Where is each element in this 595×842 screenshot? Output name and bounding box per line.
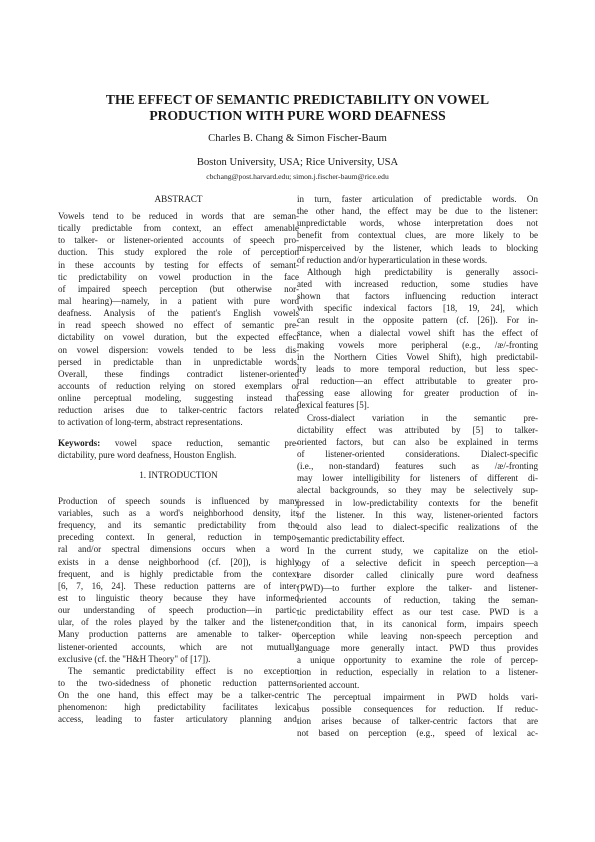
body-line: of the listener. In this way, listener-oriented factors <box>297 509 538 520</box>
body-line: a unique opportunity to examine the role of percep- <box>297 655 538 666</box>
body-line: oriented account. <box>297 679 360 690</box>
body-line: may lower intelligibility for listeners of different di- <box>297 473 538 484</box>
body-line: The semantic predictability effect is no exception <box>68 665 299 676</box>
abstract-line: tically predictable from context, an effect amenable <box>58 223 299 234</box>
body-line: access, leading to faster articulatory planning and, <box>58 714 299 725</box>
abstract-line: of impaired speech perception (but otherwise nor- <box>58 283 299 294</box>
body-line: Production of speech sounds is influenced by many <box>58 495 299 506</box>
abstract-line: Vowels tend to be reduced in words that are seman- <box>58 211 299 221</box>
body-line: not based on perception (e.g., speed of lexical ac- <box>297 728 538 739</box>
title-line: PRODUCTION WITH PURE WORD DEAFNESS <box>149 108 446 123</box>
body-line: variables, such as a word's neighborhood density, its <box>58 507 299 518</box>
body-line: could also lead to dialect-specific realizations of the <box>297 521 538 532</box>
body-paragraph <box>297 266 538 412</box>
body-line: est to linguistic theory because they have informed <box>58 592 299 603</box>
body-line: exclusive (cf. the "H&H Theory" of [17]). <box>58 653 211 664</box>
body-line: [6, 7, 16, 24]. These reduction patterns are of inter- <box>58 580 299 591</box>
body-line: listener-oriented accounts, which are not mutually <box>58 641 299 652</box>
body-line: pressed in low-predictability contexts for the benefit <box>297 497 538 508</box>
abstract-line: dictability on vowel duration, but the expected effect <box>58 332 299 343</box>
body-line: ated with increased reduction, some studies have <box>297 278 538 289</box>
author-names: Charles B. Chang & Simon Fischer-Baum <box>208 133 387 144</box>
abstract-line: on vowel dispersion: vowels tended to be less dis- <box>58 344 299 355</box>
abstract-line: in these accounts by testing for effects of semant- <box>58 259 299 270</box>
keywords-line <box>58 437 299 449</box>
body-paragraph <box>297 545 538 691</box>
abstract-line: Overall, these findings contradict listener-oriented <box>58 368 299 379</box>
body-line: frequency, and its semantic predictability from the <box>58 520 299 531</box>
body-paragraph <box>297 193 538 266</box>
abstract-line: in read speech showed no effect of semantic pre- <box>58 320 299 331</box>
body-line: oriented factors, but can also be explained in terms <box>297 436 538 447</box>
body-line: tic predictability effect as our test case. PWD is a <box>297 606 538 617</box>
body-line: language more generally intact. PWD thus provides <box>297 643 538 654</box>
body-paragraph <box>297 412 538 546</box>
body-line: preceding context. In general, reduction in tempo- <box>58 532 299 543</box>
body-line: alectal backgrounds, so they may be selectively sup- <box>297 485 538 496</box>
body-line: of reduction and/or hyperarticulation in these words. <box>297 254 488 265</box>
abstract-line: deafness. Analysis of the patient's English vowels <box>58 308 299 319</box>
keywords-text: vowel space reduction, semantic pre- <box>114 437 299 448</box>
keywords <box>58 437 299 461</box>
body-line: benefit from contextual clues, are more likely to be <box>297 230 538 241</box>
body-line: tion in reduction, especially in relation to a listener- <box>297 667 538 678</box>
author-emails: cbchang@post.harvard.edu; simon.j.fischer-baum@rice.edu <box>206 172 389 181</box>
body-line: with specific indexical factors [18, 19, 24], which <box>297 303 538 314</box>
body-line: the other hand, the effect may be due to the listener: <box>297 206 538 217</box>
body-line: Many production patterns are amenable to talker- or <box>58 629 299 640</box>
body-line: The perceptual impairment in PWD holds vari- <box>307 691 538 702</box>
abstract-line: mal hearing)—namely, in a patient with pure word <box>58 295 299 306</box>
body-line: oriented accounts of reduction, taking the seman- <box>297 594 538 605</box>
body-line: condition that, in its canonical form, impairs speech <box>297 618 538 629</box>
body-line: to the two-sidedness of phonetic reduction patterns. <box>58 677 299 688</box>
body-line: On the one hand, this effect may be a talker-centric <box>58 690 299 701</box>
body-line: exists in a dense neighborhood (cf. [20]), is highly <box>58 556 299 567</box>
body-line: phenomenon: high predictability facilitates lexical <box>58 702 299 713</box>
body-line: unpredictable words, whose interpretation does not <box>297 218 538 229</box>
body-line: (PWD)—to further explore the talker- and listener- <box>297 582 538 593</box>
body-line: perception while leaving non-speech perception and <box>297 631 538 642</box>
body-line: In the current study, we capitalize on the etiol- <box>307 546 538 557</box>
body-line: ogy of a selective deficit in speech perception—a <box>297 558 538 569</box>
body-line: dexical features [5]. <box>297 400 370 411</box>
body-line: Although high predictability is generally associ- <box>307 266 538 277</box>
abstract-line: to activation of long-term, abstract representations. <box>58 417 243 428</box>
body-line: in the Northern Cities Vowel Shift), high predictabil- <box>297 351 538 362</box>
intro-paragraph <box>58 495 299 665</box>
body-line: in turn, faster articulation of predictable words. On <box>297 194 538 204</box>
body-paragraph <box>297 691 538 740</box>
abstract-line: to talker- or listener-oriented accounts of speech pro- <box>58 235 299 246</box>
body-line: of listener-oriented considerations. Dialect-specific <box>297 448 538 459</box>
body-line: ous possible consequences for reduction. If reduc- <box>297 703 538 714</box>
abstract-line: online perceptual modeling, suggesting instead that <box>58 393 299 404</box>
intro-paragraph <box>58 665 299 726</box>
body-line: can result in the opposite pattern (cf. [26]). For in- <box>297 315 538 326</box>
abstract-line: duction. This study explored the role of perception <box>58 247 299 258</box>
body-line: shown that factors influencing reduction interact <box>297 291 538 302</box>
abstract-line: reduction arises due to talker-centric factors related <box>58 405 299 416</box>
abstract-line: accounts of reduction relying on stored exemplars or <box>58 380 299 391</box>
abstract-heading: ABSTRACT <box>154 194 203 204</box>
body-line: semantic predictability effect. <box>297 533 405 544</box>
keywords-label: Keywords: <box>58 437 101 448</box>
body-line: stance, when a dialectal vowel shift has the effect of <box>297 327 538 338</box>
title-line: THE EFFECT OF SEMANTIC PREDICTABILITY ON VOWEL <box>105 92 490 107</box>
body-line: ity leads to more temporal reduction, but less spec- <box>297 363 538 374</box>
right-column <box>297 193 538 739</box>
body-line: frequent, and is highly predictable from the context <box>58 568 299 579</box>
introduction-heading: 1. INTRODUCTION <box>139 469 218 480</box>
body-line: misperceived by the listener, which leads to blocking <box>297 242 538 253</box>
body-line: cessing ease allowing for greater production of in- <box>297 388 538 399</box>
abstract-line: persed in predictable than in unpredictable words. <box>58 356 299 367</box>
body-line: tral reduction—an effect attributable to greater pro- <box>297 376 538 387</box>
body-line: Cross-dialect variation in the semantic pre- <box>307 412 538 423</box>
paper-title <box>60 92 535 124</box>
body-line: our understanding of speech production—in partic- <box>58 605 299 616</box>
body-line: ral and/or spectral dimensions occurs when a word <box>58 544 299 555</box>
body-line: tion arises because of talker-centric factors that are <box>297 716 538 727</box>
keywords-line: dictability, pure word deafness, Houston English. <box>58 449 237 460</box>
abstract-body <box>58 210 299 429</box>
body-line: rare disorder called clinically pure word deafness <box>297 570 538 581</box>
author-affiliation: Boston University, USA; Rice University, USA <box>196 157 399 168</box>
abstract-line: tic predictability on vowel production in the face <box>58 271 299 282</box>
body-line: ular, of the roles played by the talker and the listener. <box>58 617 299 628</box>
body-line: dictability effect was attributed by [5] to talker- <box>297 424 538 435</box>
body-line: making vowels more peripheral (e.g., /æ/-fronting <box>297 339 538 350</box>
left-column <box>58 193 299 725</box>
body-line: (i.e., non-standard) features such as /æ/-fronting <box>297 461 538 472</box>
